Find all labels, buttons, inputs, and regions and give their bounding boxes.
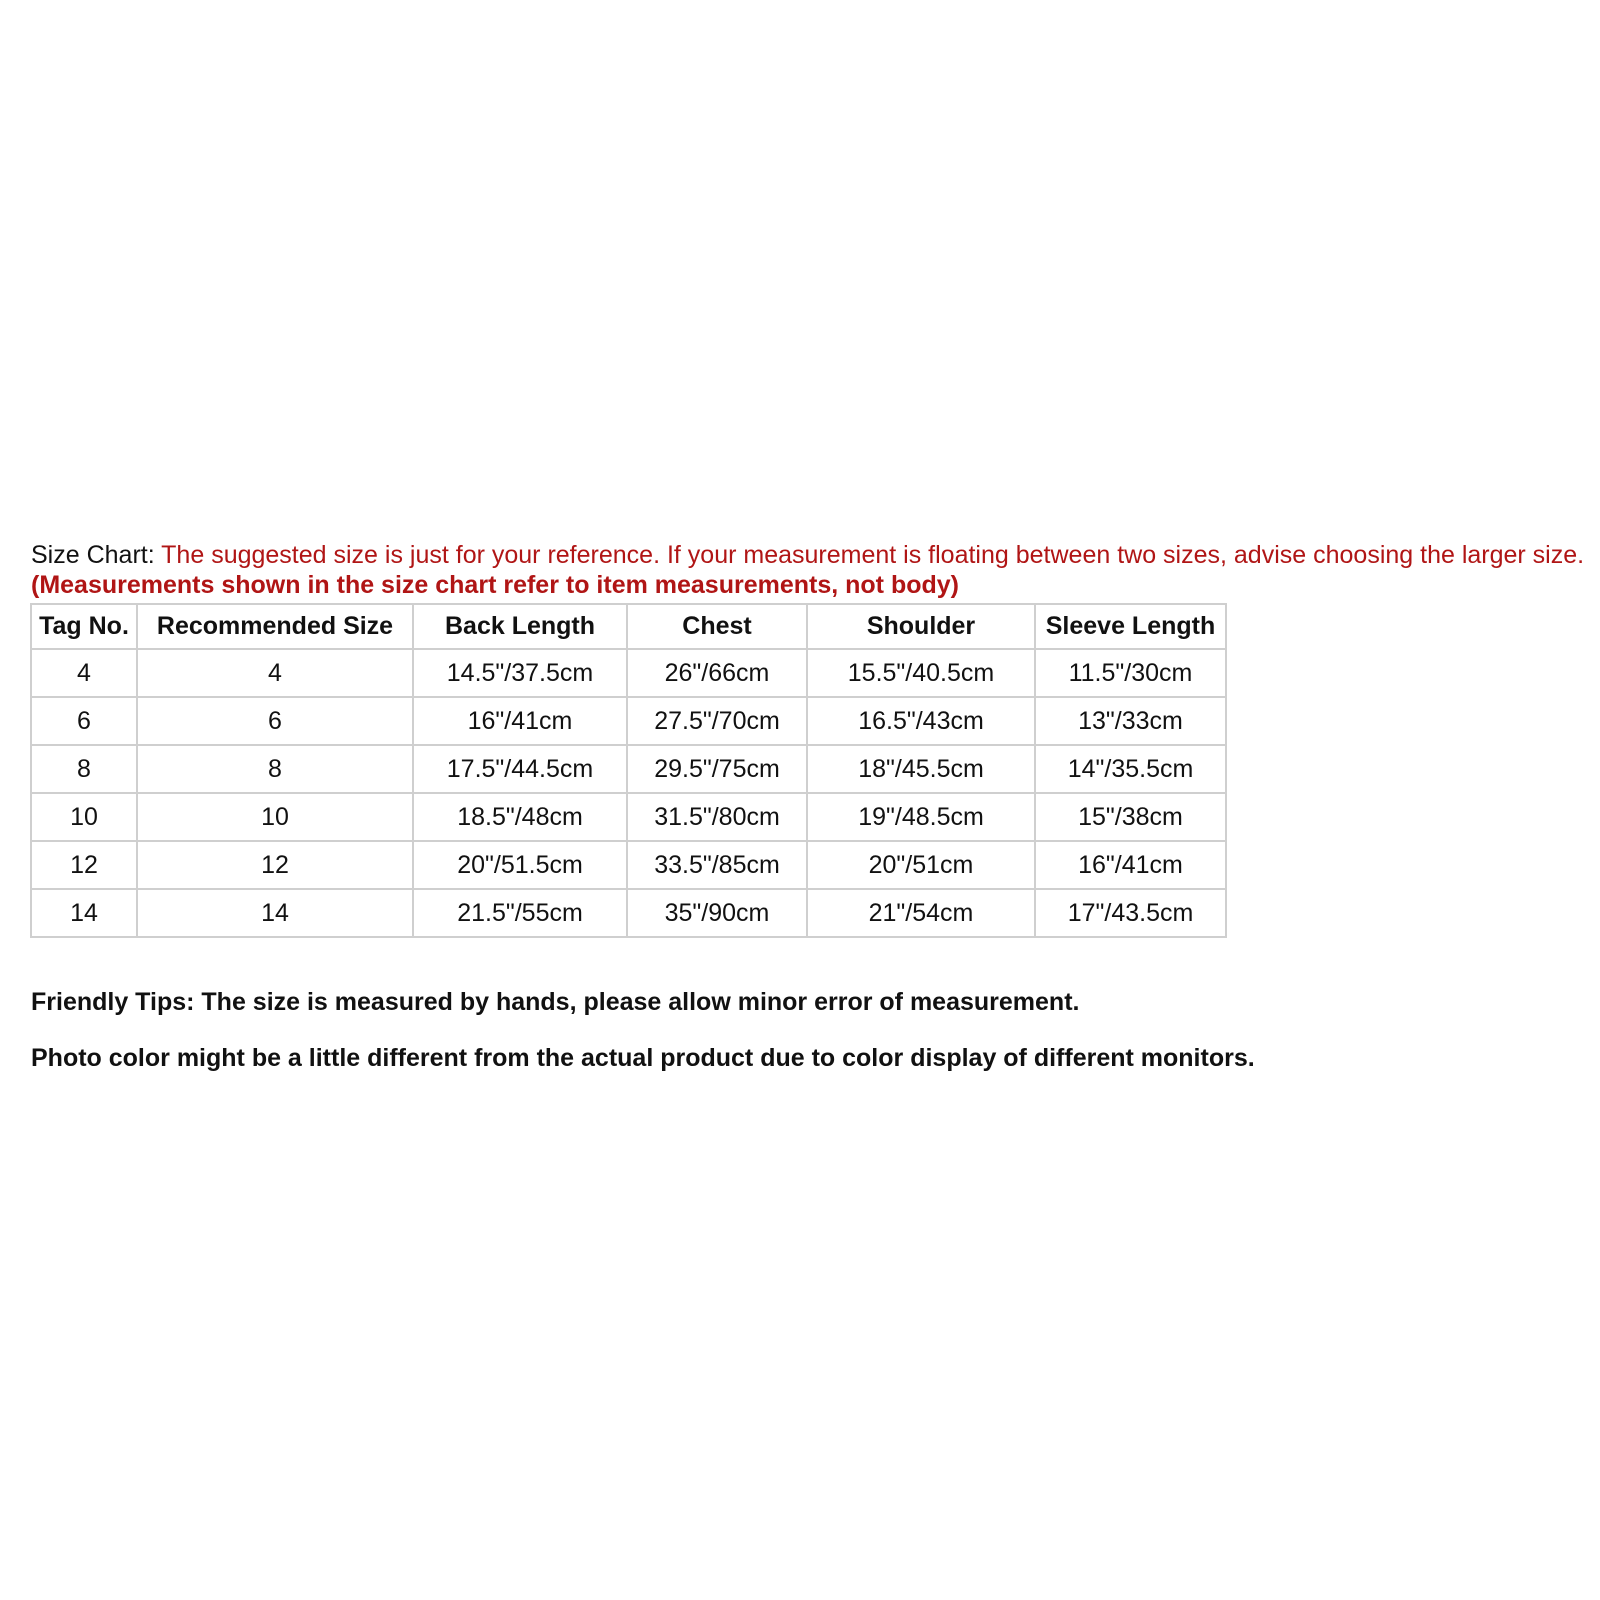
friendly-tips-text: Friendly Tips: The size is measured by hands, please allow minor error of measurement. (31, 988, 1080, 1016)
header-shoulder: Shoulder (807, 604, 1035, 649)
size-chart-intro (31, 540, 1586, 600)
size-chart-label: Size Chart: (31, 541, 155, 569)
table-row (31, 649, 1226, 697)
cell-shoulder: 20"/51cm (807, 841, 1035, 889)
table-row (31, 697, 1226, 745)
size-chart-table (30, 603, 1227, 938)
cell-tag-no: 4 (31, 649, 137, 697)
cell-recommended-size: 4 (137, 649, 413, 697)
cell-sleeve-length: 16"/41cm (1035, 841, 1226, 889)
cell-shoulder: 18"/45.5cm (807, 745, 1035, 793)
cell-chest: 26"/66cm (627, 649, 807, 697)
cell-sleeve-length: 17"/43.5cm (1035, 889, 1226, 937)
cell-tag-no: 10 (31, 793, 137, 841)
cell-shoulder: 21"/54cm (807, 889, 1035, 937)
cell-back-length: 21.5"/55cm (413, 889, 627, 937)
table-row (31, 793, 1226, 841)
table-row (31, 841, 1226, 889)
cell-shoulder: 19"/48.5cm (807, 793, 1035, 841)
size-reference-note: The suggested size is just for your reference. If your measurement is floating between two sizes, advise choosing the larger size. (154, 541, 1585, 569)
cell-tag-no: 8 (31, 745, 137, 793)
cell-chest: 35"/90cm (627, 889, 807, 937)
cell-recommended-size: 14 (137, 889, 413, 937)
header-back-length: Back Length (413, 604, 627, 649)
cell-back-length: 14.5"/37.5cm (413, 649, 627, 697)
cell-recommended-size: 12 (137, 841, 413, 889)
cell-sleeve-length: 15"/38cm (1035, 793, 1226, 841)
photo-color-note: Photo color might be a little different from the actual product due to color display of different monitors. (31, 1044, 1255, 1072)
cell-back-length: 18.5"/48cm (413, 793, 627, 841)
cell-chest: 33.5"/85cm (627, 841, 807, 889)
cell-recommended-size: 10 (137, 793, 413, 841)
cell-chest: 29.5"/75cm (627, 745, 807, 793)
header-recommended-size: Recommended Size (137, 604, 413, 649)
header-sleeve-length: Sleeve Length (1035, 604, 1226, 649)
cell-recommended-size: 6 (137, 697, 413, 745)
cell-back-length: 16"/41cm (413, 697, 627, 745)
table-row (31, 745, 1226, 793)
table-row (31, 889, 1226, 937)
cell-back-length: 17.5"/44.5cm (413, 745, 627, 793)
table-header-row (31, 604, 1226, 649)
cell-tag-no: 14 (31, 889, 137, 937)
header-chest: Chest (627, 604, 807, 649)
cell-shoulder: 15.5"/40.5cm (807, 649, 1035, 697)
cell-recommended-size: 8 (137, 745, 413, 793)
cell-tag-no: 6 (31, 697, 137, 745)
cell-tag-no: 12 (31, 841, 137, 889)
cell-sleeve-length: 11.5"/30cm (1035, 649, 1226, 697)
measurement-note: (Measurements shown in the size chart refer to item measurements, not body) (31, 571, 959, 599)
cell-sleeve-length: 14"/35.5cm (1035, 745, 1226, 793)
header-tag-no: Tag No. (31, 604, 137, 649)
cell-sleeve-length: 13"/33cm (1035, 697, 1226, 745)
cell-chest: 27.5"/70cm (627, 697, 807, 745)
cell-chest: 31.5"/80cm (627, 793, 807, 841)
cell-shoulder: 16.5"/43cm (807, 697, 1035, 745)
cell-back-length: 20"/51.5cm (413, 841, 627, 889)
